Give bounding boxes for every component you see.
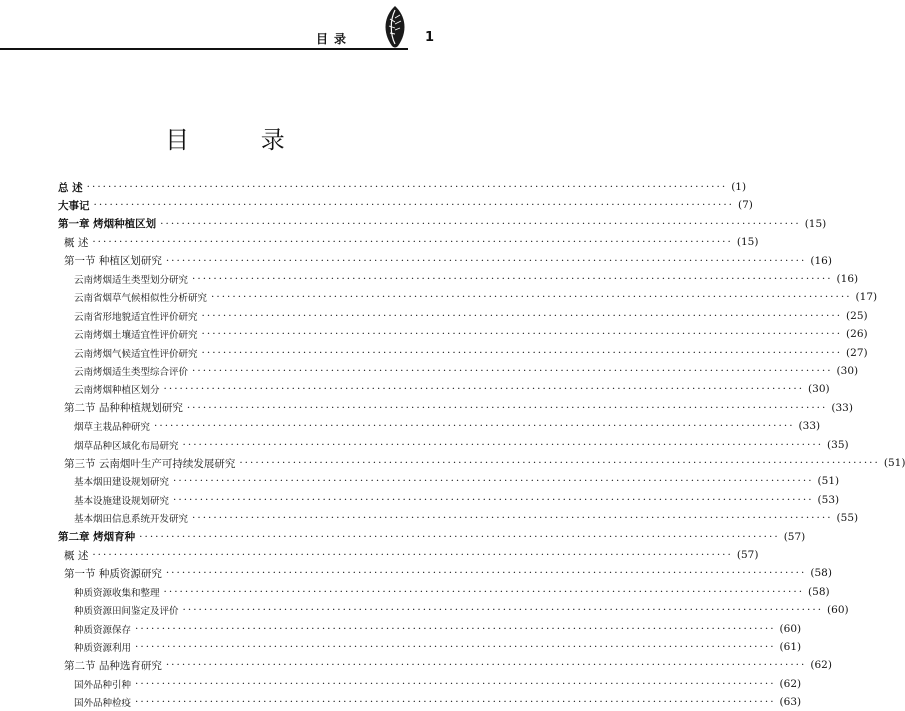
toc-entry[interactable] <box>74 509 859 527</box>
toc-entry-title: 国外品种引种 <box>74 679 132 691</box>
toc-entry-page: (57) <box>736 549 759 561</box>
toc-entry-page: (35) <box>827 438 849 451</box>
toc-entry-page: (62) <box>810 659 832 672</box>
toc-entry-title: 第一节 种质资源研究 <box>64 567 162 580</box>
toc-leader-dots: ························································································································ <box>201 346 843 359</box>
toc-leader-dots: ························································································································ <box>239 457 880 469</box>
toc-entry[interactable] <box>58 178 747 196</box>
toc-entry-title: 烟草品种区域化布局研究 <box>74 440 179 452</box>
toc-entry-title: 云南烤烟适生类型划分研究 <box>74 275 189 286</box>
toc-entry[interactable] <box>74 491 840 509</box>
toc-entry-title: 大事记 <box>58 199 90 212</box>
toc-entry-page: (60) <box>827 604 849 617</box>
page-number: 1 <box>425 30 435 45</box>
toc-entry-page: (53) <box>817 493 840 506</box>
toc-leader-dots: ························································································································ <box>160 217 801 230</box>
toc-entry-page: (51) <box>817 475 840 488</box>
toc-leader-dots: ························································································································ <box>135 677 776 690</box>
toc-entry-page: (1) <box>731 181 747 193</box>
toc-entry[interactable] <box>64 564 832 582</box>
toc-entry-page: (51) <box>883 457 905 469</box>
toc-leader-dots: ························································································································ <box>165 254 807 267</box>
toc-leader-dots: ························································································································ <box>139 530 780 543</box>
toc-entry-title: 云南省烟草气候相似性分析研究 <box>74 293 208 305</box>
toc-entry[interactable] <box>74 307 868 325</box>
toc-entry-page: (60) <box>779 622 802 635</box>
toc-entry-title: 云南烤烟气候适宜性评价研究 <box>74 348 198 360</box>
toc-entry-page: (61) <box>779 641 802 653</box>
toc-entry-page: (62) <box>779 677 802 690</box>
toc-entry[interactable] <box>74 344 868 362</box>
toc-entry-page: (25) <box>846 309 868 322</box>
toc-entry-title: 种质资源田间鉴定及评价 <box>74 606 179 618</box>
toc-entry-title: 云南省形地貌适宜性评价研究 <box>74 311 198 323</box>
toc-entry-title: 基本烟田信息系统开发研究 <box>74 514 189 526</box>
toc-entry-title: 种质资源利用 <box>74 643 132 654</box>
toc-entry[interactable] <box>64 656 832 674</box>
toc-entry[interactable] <box>74 693 802 711</box>
running-header-title: 目录 <box>316 32 353 46</box>
toc-entry-title: 第三节 云南烟叶生产可持续发展研究 <box>64 457 236 470</box>
toc-entry-page: (57) <box>783 530 806 543</box>
toc-entry[interactable] <box>64 252 832 270</box>
toc-entry-title: 种质资源保存 <box>74 624 132 636</box>
toc-entry-title: 基本设施建设规划研究 <box>74 495 170 507</box>
toc-entry-title: 种质资源收集和整理 <box>74 587 160 599</box>
toc-leader-dots: ························································································································ <box>173 493 814 506</box>
toc-entry-page: (33) <box>831 401 853 414</box>
toc-leader-dots: ························································································································ <box>201 309 843 322</box>
toc-entry[interactable] <box>74 380 830 398</box>
toc-entry[interactable] <box>58 215 827 233</box>
toc-entry[interactable] <box>64 399 853 417</box>
toc-entry-page: (17) <box>855 291 878 304</box>
toc-entry[interactable] <box>74 472 840 490</box>
toc-leader-dots: ························································································································ <box>182 604 824 617</box>
toc-entry[interactable] <box>74 288 878 306</box>
toc-leader-dots: ························································································································ <box>192 512 833 525</box>
toc-entry-title: 第二章 烤烟育种 <box>58 531 136 544</box>
toc-leader-dots: ························································································································ <box>92 549 733 561</box>
toc-entry-page: (15) <box>804 217 827 230</box>
toc-entry-title: 云南烤烟种植区划分 <box>74 385 160 397</box>
toc-entry-title: 第一节 种植区划研究 <box>64 255 162 268</box>
toc-entry-title: 烟草主栽品种研究 <box>74 422 151 434</box>
toc-entry[interactable] <box>58 528 806 546</box>
toc-leader-dots: ························································································································ <box>192 365 833 377</box>
tobacco-leaf-logo-icon <box>378 4 412 50</box>
toc-entry-page: (30) <box>836 365 859 377</box>
toc-entry-title: 第二节 品种种植规划研究 <box>64 402 183 415</box>
toc-entry[interactable] <box>74 620 802 638</box>
page-title: 目 录 <box>165 126 317 154</box>
toc-entry-title: 云南烤烟适生类型综合评价 <box>74 367 189 378</box>
toc-entry-page: (30) <box>808 383 830 396</box>
toc-entry-page: (58) <box>808 585 830 598</box>
toc-entry[interactable] <box>74 638 802 656</box>
toc-leader-dots: ························································································································ <box>135 696 776 709</box>
toc-leader-dots: ························································································································ <box>182 438 824 451</box>
toc-entry-title: 总 述 <box>58 181 83 194</box>
toc-leader-dots: ························································································································ <box>211 291 852 304</box>
toc-entry-page: (55) <box>836 512 859 525</box>
toc-entry-page: (27) <box>846 346 868 359</box>
toc-entry[interactable] <box>74 675 802 693</box>
toc-entry[interactable] <box>74 325 868 343</box>
toc-entry[interactable] <box>58 196 753 214</box>
toc-entry[interactable] <box>74 417 821 435</box>
toc-entry-title: 第一章 烤烟种植区划 <box>58 218 157 231</box>
toc-leader-dots: ························································································································ <box>201 328 843 341</box>
toc-leader-dots: ························································································································ <box>154 420 795 433</box>
toc-entry-page: (63) <box>779 696 802 709</box>
toc-entry-page: (26) <box>846 328 868 341</box>
toc-entry-page: (58) <box>810 567 832 580</box>
toc-leader-dots: ························································································································ <box>92 236 733 249</box>
toc-leader-dots: ························································································································ <box>163 585 805 598</box>
toc-entry-page: (7) <box>738 199 753 212</box>
toc-entry[interactable] <box>64 454 905 472</box>
toc-leader-dots: ························································································································ <box>165 659 807 672</box>
toc-entry[interactable] <box>74 362 859 380</box>
toc-leader-dots: ························································································································ <box>186 401 828 414</box>
toc-leader-dots: ························································································································ <box>135 641 776 653</box>
toc-entry-page: (33) <box>798 420 821 433</box>
toc-entry[interactable] <box>74 601 849 619</box>
toc-leader-dots: ························································································································ <box>165 567 807 580</box>
toc-entry-title: 国外品种检疫 <box>74 698 132 710</box>
toc-entry[interactable] <box>74 583 830 601</box>
toc-leader-dots: ························································································································ <box>93 199 735 212</box>
toc-entry[interactable] <box>64 546 759 564</box>
toc-leader-dots: ························································································································ <box>192 273 833 285</box>
toc-entry[interactable] <box>64 233 759 251</box>
toc-leader-dots: ························································································································ <box>135 622 776 635</box>
toc-leader-dots: ························································································································ <box>163 383 805 396</box>
toc-entry-title: 基本烟田建设规划研究 <box>74 477 170 489</box>
toc-entry-title: 第二节 品种选育研究 <box>64 659 162 672</box>
toc-entry-title: 概 述 <box>64 549 89 562</box>
toc-entry-page: (16) <box>810 254 832 267</box>
toc-entry-page: (16) <box>836 273 859 285</box>
toc-entry[interactable] <box>74 270 859 288</box>
toc-entry-page: (15) <box>736 236 759 249</box>
toc-entry[interactable] <box>74 436 849 454</box>
toc-leader-dots: ························································································································ <box>173 475 814 488</box>
toc-entry-title: 云南烤烟土壤适宜性评价研究 <box>74 330 198 342</box>
toc-leader-dots: ························································································································ <box>86 181 728 193</box>
toc-entry-title: 概 述 <box>64 236 89 249</box>
